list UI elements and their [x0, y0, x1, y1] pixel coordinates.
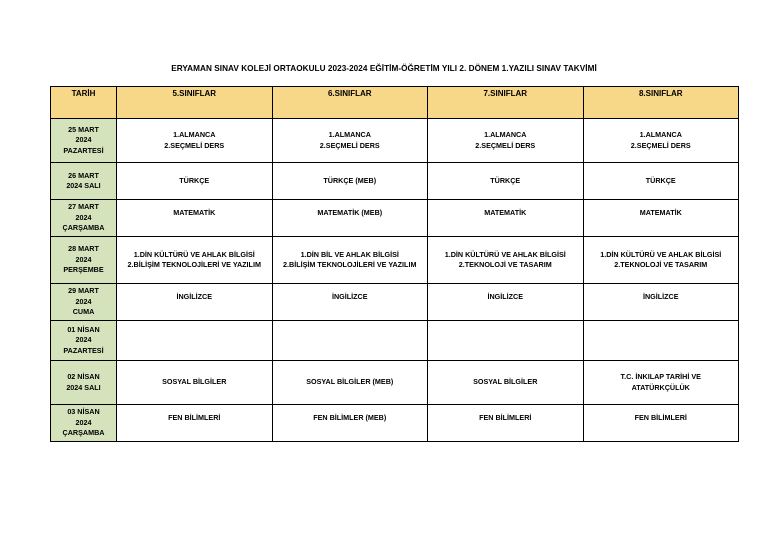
date-line: 2024 — [75, 135, 92, 145]
subject-line: 2.SEÇMELİ DERS — [164, 140, 225, 150]
date-line: ÇARŞAMBA — [62, 223, 105, 233]
exam-cell-grade-7 — [428, 284, 584, 321]
exam-cell-grade-8 — [583, 200, 739, 237]
exam-cell-grade-5 — [117, 405, 273, 442]
subject-line: İNGİLİZCE — [642, 292, 679, 301]
header-date: TARİH — [51, 87, 117, 119]
exam-cell-grade-5 — [117, 284, 273, 321]
table-row — [51, 119, 739, 163]
exam-cell-grade-5 — [117, 163, 273, 200]
subject-line: TÜRKÇE — [490, 175, 521, 185]
exam-cell-grade-8 — [583, 237, 739, 284]
exam-cell-grade-7 — [428, 119, 584, 163]
exam-cell-grade-8 — [583, 405, 739, 442]
exam-cell-grade-6 — [272, 200, 428, 237]
subject-line: İNGİLİZCE — [487, 292, 524, 301]
date-line: PAZARTESİ — [63, 145, 104, 155]
subject-line: TÜRKÇE (MEB) — [323, 175, 377, 185]
date-line: 2024 — [75, 296, 92, 306]
exam-cell-grade-7 — [428, 163, 584, 200]
date-line: 26 MART — [68, 170, 99, 180]
subject-line: 2.SEÇMELİ DERS — [475, 140, 536, 150]
date-line: 28 MART — [68, 244, 99, 254]
exam-cell-grade-5 — [117, 237, 273, 284]
exam-cell-grade-6 — [272, 237, 428, 284]
date-line: 02 NİSAN — [67, 372, 100, 381]
header-grade-6: 6.SINIFLAR — [272, 87, 428, 119]
date-line: 27 MART — [68, 202, 99, 212]
exam-cell-grade-5 — [117, 361, 273, 405]
date-line: 2024 — [75, 417, 92, 427]
subject-line: 2.TEKNOLOJİ VE TASARIM — [614, 260, 708, 269]
date-cell — [51, 321, 117, 361]
subject-line: TÜRKÇE — [645, 175, 676, 185]
subject-line: SOSYAL BİLGİLER — [473, 377, 538, 387]
exam-cell-grade-7 — [428, 405, 584, 442]
exam-cell-grade-6 — [272, 321, 428, 361]
subject-line: 1.ALMANCA — [639, 130, 682, 139]
exam-cell-grade-6 — [272, 119, 428, 163]
subject-line: 2.SEÇMELİ DERS — [630, 140, 691, 150]
subject-line: TÜRKÇE — [179, 175, 210, 185]
table-row — [51, 163, 739, 200]
date-line: PAZARTESİ — [63, 345, 104, 355]
document-title: ERYAMAN SINAV KOLEJİ ORTAOKULU 2023-2024 EĞİTİM-ÖĞRETİM YILI 2. DÖNEM 1.YAZILI SINAV TAKVİMİ — [171, 64, 597, 73]
subject-line: 2.SEÇMELİ DERS — [319, 140, 380, 150]
table-row — [51, 200, 739, 237]
header-grade-8: 8.SINIFLAR — [583, 87, 739, 119]
exam-cell-grade-6 — [272, 284, 428, 321]
subject-line: 1.ALMANCA — [173, 130, 216, 139]
table-row — [51, 361, 739, 405]
date-line: 29 MART — [68, 286, 99, 296]
subject-line: 1.DİN KÜLTÜRÜ VE AHLAK BİLGİSİ — [600, 249, 722, 259]
subject-line: FEN BİLİMLERİ — [168, 413, 221, 422]
subject-line: MATEMATİK — [484, 208, 527, 217]
subject-line: SOSYAL BİLGİLER — [162, 377, 227, 387]
subject-line: 1.ALMANCA — [484, 130, 527, 139]
subject-line: İNGİLİZCE — [176, 292, 213, 301]
exam-cell-grade-7 — [428, 200, 584, 237]
date-line: 01 NİSAN — [67, 324, 100, 334]
subject-line: 1.ALMANCA — [328, 130, 371, 139]
exam-cell-grade-6 — [272, 163, 428, 200]
date-line: 2024 SALI — [66, 181, 101, 190]
subject-line: 2.BİLİŞİM TEKNOLOJİLERİ VE YAZILIM — [127, 260, 261, 269]
date-line: 2024 — [75, 254, 92, 264]
subject-line: 1.DİN KÜLTÜRÜ VE AHLAK BİLGİSİ — [444, 249, 566, 259]
header-grade-7: 7.SINIFLAR — [428, 87, 584, 119]
subject-line: MATEMATİK — [639, 208, 682, 217]
subject-line: SOSYAL BİLGİLER (MEB) — [306, 377, 394, 387]
date-line: 2024 — [75, 335, 92, 345]
subject-line: FEN BİLİMLERİ — [634, 413, 687, 422]
date-line: 25 MART — [68, 124, 99, 134]
date-line: ÇARŞAMBA — [62, 428, 105, 438]
date-cell — [51, 119, 117, 163]
subject-line: T.C. İNKILAP TARİHİ VE — [620, 372, 701, 381]
date-line: 2024 — [75, 212, 92, 222]
date-line: PERŞEMBE — [63, 265, 104, 275]
subject-line: 1.DİN BİL VE AHLAK BİLGİSİ — [300, 249, 399, 259]
table-row — [51, 284, 739, 321]
subject-line: MATEMATİK (MEB) — [317, 208, 383, 217]
date-line: 03 NİSAN — [67, 407, 100, 417]
exam-cell-grade-5 — [117, 119, 273, 163]
exam-cell-grade-7 — [428, 361, 584, 405]
exam-cell-grade-8 — [583, 321, 739, 361]
date-cell — [51, 200, 117, 237]
exam-cell-grade-5 — [117, 200, 273, 237]
exam-cell-grade-8 — [583, 163, 739, 200]
subject-line: İNGİLİZCE — [331, 292, 368, 301]
table-row — [51, 405, 739, 442]
exam-cell-grade-7 — [428, 321, 584, 361]
subject-line: 1.DİN KÜLTÜRÜ VE AHLAK BİLGİSİ — [133, 249, 255, 259]
date-cell — [51, 361, 117, 405]
exam-schedule-table — [50, 86, 739, 442]
exam-cell-grade-8 — [583, 119, 739, 163]
subject-line: MATEMATİK — [173, 208, 216, 217]
exam-cell-grade-8 — [583, 284, 739, 321]
subject-line: ATATÜRKÇÜLÜK — [631, 382, 690, 392]
date-cell — [51, 405, 117, 442]
subject-line: FEN BİLİMLERİ — [479, 413, 532, 422]
date-line: 2024 SALI — [66, 382, 101, 392]
date-line: CUMA — [72, 307, 95, 317]
header-grade-5: 5.SINIFLAR — [117, 87, 273, 119]
exam-cell-grade-6 — [272, 405, 428, 442]
exam-cell-grade-7 — [428, 237, 584, 284]
subject-line: 2.TEKNOLOJİ VE TASARIM — [458, 260, 552, 269]
exam-cell-grade-6 — [272, 361, 428, 405]
date-cell — [51, 163, 117, 200]
header-row — [51, 87, 739, 119]
schedule-body — [51, 119, 739, 442]
date-cell — [51, 284, 117, 321]
table-row — [51, 321, 739, 361]
exam-cell-grade-5 — [117, 321, 273, 361]
exam-cell-grade-8 — [583, 361, 739, 405]
date-cell — [51, 237, 117, 284]
subject-line: FEN BİLİMLER (MEB) — [313, 413, 387, 422]
subject-line: 2.BİLİŞİM TEKNOLOJİLERİ VE YAZILIM — [283, 260, 417, 269]
table-row — [51, 237, 739, 284]
